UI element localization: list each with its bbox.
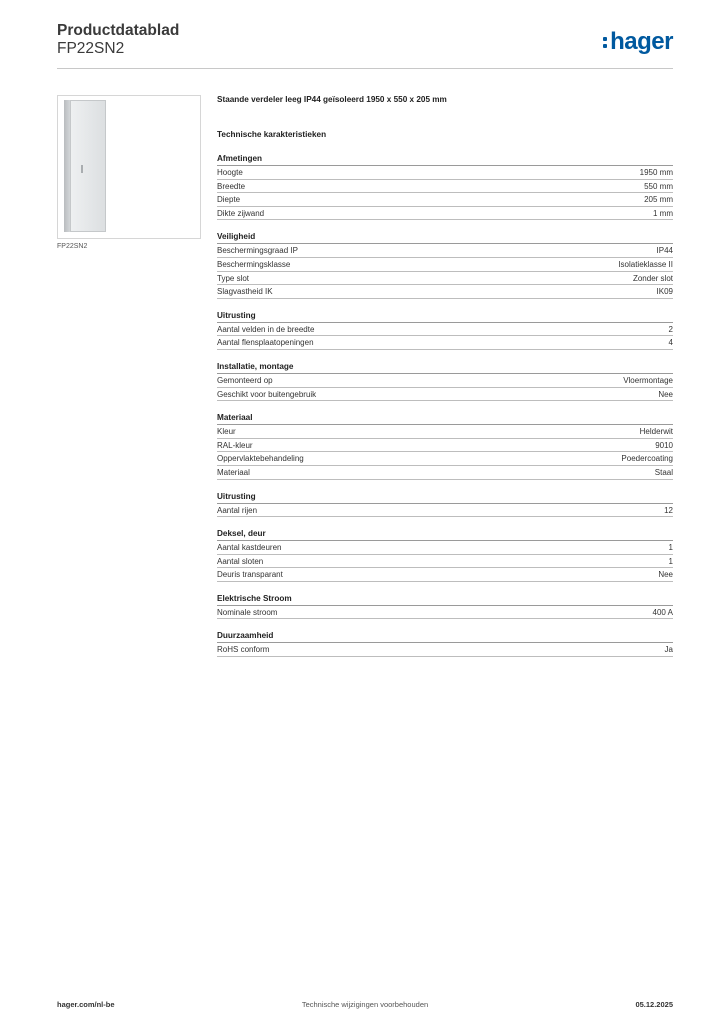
- section-title: Deksel, deur: [217, 528, 673, 541]
- spec-label: RoHS conform: [217, 645, 270, 655]
- spec-section: [217, 231, 673, 298]
- spec-label: Oppervlaktebehandeling: [217, 454, 304, 464]
- document-title: Productdatablad: [57, 22, 180, 39]
- spec-value: 1950 mm: [639, 168, 673, 177]
- spec-label: Materiaal: [217, 467, 250, 477]
- spec-label: Hoogte: [217, 168, 243, 177]
- spec-label: Diepte: [217, 195, 241, 205]
- spec-label: Aantal rijen: [217, 505, 258, 515]
- spec-value: Poedercoating: [621, 454, 673, 464]
- spec-value: 550 mm: [644, 181, 673, 191]
- cabinet-illustration: [64, 100, 106, 232]
- spec-row: [217, 541, 673, 555]
- spec-row: [217, 336, 673, 350]
- page-header: [57, 20, 673, 69]
- footer-website: hager.com/nl-be: [57, 1000, 115, 1009]
- spec-value: Zonder slot: [632, 273, 673, 283]
- page-footer: [57, 1000, 673, 1012]
- spec-row: [217, 555, 673, 569]
- spec-value: Isolatieklasse II: [618, 259, 673, 269]
- spec-row: [217, 258, 673, 272]
- tech-heading: Technische karakteristieken: [217, 130, 327, 139]
- spec-value: Vloermontage: [623, 375, 673, 385]
- spec-section: [217, 412, 673, 479]
- cabinet-door: [70, 100, 106, 232]
- spec-row: [217, 193, 673, 207]
- spec-row: [217, 374, 673, 388]
- spec-content: [217, 95, 673, 657]
- spec-value: 2: [668, 324, 673, 334]
- footer-date: 05.12.2025: [635, 1000, 673, 1009]
- hager-logo: [603, 28, 673, 56]
- spec-value: Nee: [658, 570, 673, 580]
- spec-row: [217, 180, 673, 194]
- spec-row: [217, 272, 673, 286]
- spec-label: Aantal kastdeuren: [217, 543, 282, 553]
- spec-label: Type slot: [217, 273, 250, 283]
- section-title: Afmetingen: [217, 153, 673, 166]
- logo-dots-icon: [603, 29, 609, 49]
- spec-section: [217, 361, 673, 401]
- section-title: Installatie, montage: [217, 361, 673, 374]
- spec-row: [217, 452, 673, 466]
- section-title: Elektrische Stroom: [217, 593, 673, 606]
- spec-row: [217, 244, 673, 258]
- spec-row: [217, 606, 673, 620]
- spec-section: [217, 630, 673, 657]
- spec-row: [217, 568, 673, 582]
- section-title: Materiaal: [217, 412, 673, 425]
- spec-value: Helderwit: [639, 427, 673, 437]
- spec-label: Beschermingsklasse: [217, 259, 291, 269]
- spec-row: [217, 425, 673, 439]
- spec-row: [217, 439, 673, 453]
- spec-value: 4: [668, 338, 673, 348]
- spec-value: IK09: [656, 287, 673, 297]
- spec-label: Slagvastheid IK: [217, 287, 273, 297]
- spec-row: [217, 285, 673, 299]
- spec-row: [217, 466, 673, 480]
- spec-label: Dikte zijwand: [217, 208, 265, 218]
- spec-label: Breedte: [217, 181, 246, 191]
- spec-label: Deuris transparant: [217, 570, 283, 580]
- spec-row: [217, 504, 673, 518]
- spec-value: 1: [668, 556, 673, 566]
- spec-row: [217, 207, 673, 221]
- product-image: [57, 95, 201, 239]
- spec-label: Kleur: [217, 427, 236, 437]
- spec-row: [217, 643, 673, 657]
- spec-value: 9010: [655, 440, 673, 450]
- spec-label: Aantal velden in de breedte: [217, 324, 315, 334]
- spec-label: RAL-kleur: [217, 440, 253, 450]
- spec-label: Aantal sloten: [217, 556, 264, 566]
- spec-value: Ja: [664, 645, 673, 655]
- door-handle: [81, 165, 83, 173]
- spec-value: Staal: [654, 467, 673, 477]
- spec-label: Geschikt voor buitengebruik: [217, 389, 317, 399]
- spec-row: [217, 388, 673, 402]
- spec-label: Aantal flensplaatopeningen: [217, 338, 314, 348]
- spec-value: 205 mm: [644, 195, 673, 205]
- section-title: Duurzaamheid: [217, 630, 673, 643]
- spec-row: [217, 166, 673, 180]
- spec-section: [217, 528, 673, 582]
- spec-value: 1: [668, 543, 673, 553]
- spec-value: 400 A: [652, 607, 673, 617]
- spec-label: Beschermingsgraad IP: [217, 246, 298, 256]
- image-caption: FP22SN2: [57, 243, 88, 250]
- spec-value: IP44: [656, 246, 673, 256]
- product-description: Staande verdeler leeg IP44 geïsoleerd 1950 x 550 x 205 mm: [217, 95, 447, 104]
- spec-label: Nominale stroom: [217, 607, 278, 617]
- section-title: Veiligheid: [217, 231, 673, 244]
- section-title: Uitrusting: [217, 491, 673, 504]
- logo-text: hager: [610, 28, 673, 55]
- spec-value: 1 mm: [653, 208, 673, 218]
- spec-section: [217, 491, 673, 518]
- product-code: FP22SN2: [57, 40, 125, 57]
- spec-value: 12: [664, 505, 673, 515]
- section-title: Uitrusting: [217, 310, 673, 323]
- spec-section: [217, 310, 673, 350]
- footer-notice: Technische wijzigingen voorbehouden: [301, 1000, 429, 1009]
- spec-label: Gemonteerd op: [217, 375, 273, 385]
- spec-value: Nee: [658, 389, 673, 399]
- spec-row: [217, 323, 673, 337]
- spec-sections: [217, 153, 673, 657]
- spec-section: [217, 593, 673, 620]
- spec-section: [217, 153, 673, 220]
